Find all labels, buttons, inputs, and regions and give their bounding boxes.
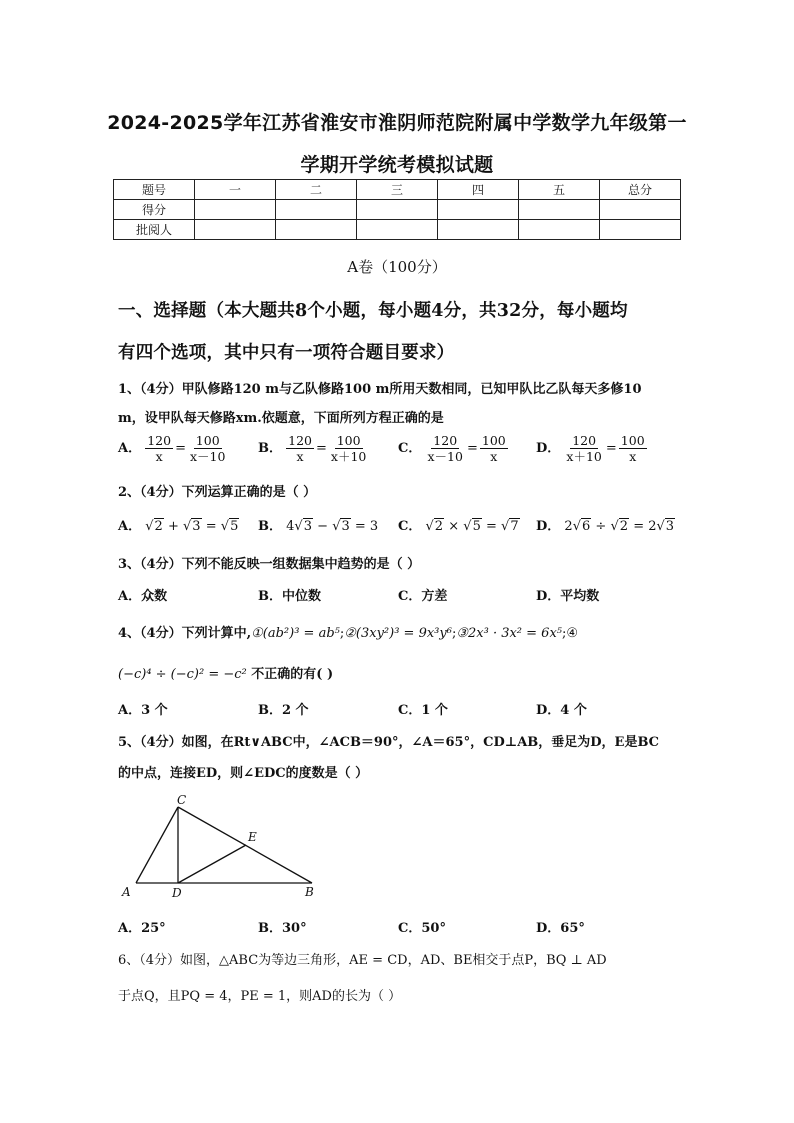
table-header-cell: 总分: [600, 180, 681, 200]
radicand: 5: [472, 519, 481, 534]
section-heading-line-2: 有四个选项，其中只有一项符合题目要求）: [118, 343, 455, 363]
question-6-line-2: 于点Q，且PQ = 4，PE = 1，则AD的长为（ ）: [118, 989, 402, 1004]
q5-option-c: C．50°: [398, 921, 446, 936]
title-line-1: 2024-2025学年江苏省淮安市淮阴师范院附属中学数学九年级第一: [107, 112, 687, 134]
point-label-c: C: [177, 793, 187, 807]
score-cell: [195, 200, 276, 220]
question-2-stem: 2、（4分）下列运算正确的是（ ）: [118, 485, 317, 500]
sqrt-sign: √: [610, 519, 619, 534]
q4-expr-4: (−c)⁴ ÷ (−c)² = −c²: [118, 667, 247, 682]
result: = 3: [354, 519, 379, 534]
fraction: [426, 433, 465, 464]
sqrt-sign: √: [294, 519, 303, 534]
q5-option-a: A．25°: [118, 921, 166, 936]
score-table: [113, 179, 681, 240]
q4-expr-2: ②(3xy²)³ = 9x³y⁶: [344, 626, 452, 641]
numerator: 120: [147, 433, 172, 448]
numerator: 120: [288, 433, 312, 448]
coefficient: 2: [564, 519, 573, 534]
score-table-row: [114, 200, 681, 220]
sqrt-sign: √: [425, 519, 434, 534]
row-label: 批阅人: [114, 220, 195, 240]
fraction: [145, 433, 173, 464]
reviewer-cell: [519, 220, 600, 240]
separator: ;: [339, 626, 345, 641]
numerator: 120: [433, 433, 458, 448]
q4-marker-4: ④: [566, 626, 579, 641]
table-header-cell: 一: [195, 180, 276, 200]
numerator: 100: [195, 433, 220, 448]
q2-option-d: [536, 515, 675, 534]
coefficient: 4: [286, 519, 295, 534]
q5-option-b: B．30°: [258, 921, 307, 936]
part-title: A卷（100分）: [347, 258, 447, 276]
radicand: 7: [510, 519, 519, 534]
sqrt-sign: √: [332, 519, 341, 534]
radicand: 3: [341, 519, 350, 534]
reviewer-cell: [438, 220, 519, 240]
option-label: A．: [118, 441, 142, 456]
q4-option-d: D．4 个: [536, 703, 587, 718]
radicand: 3: [665, 519, 675, 534]
question-6-line-1: 6、（4分）如图，△ABC为等边三角形，AE = CD，AD、BE相交于点P，BQ ⊥ AD: [118, 953, 607, 968]
score-cell: [438, 200, 519, 220]
sqrt-sign: √: [463, 519, 472, 534]
denominator: x＋10: [330, 449, 367, 464]
q2-option-a: [118, 515, 239, 534]
radicand: 2: [434, 519, 444, 534]
score-cell: [357, 200, 438, 220]
equals-sign: =: [605, 441, 617, 456]
equals-sign: =: [466, 441, 478, 456]
option-label: B．: [258, 441, 282, 456]
table-header-cell: 题号: [114, 180, 195, 200]
q3-option-a: A．众数: [118, 589, 168, 604]
point-label-b: B: [305, 885, 314, 899]
q4-expr-3: ③2x³ · 3x² = 6x⁵: [456, 626, 562, 641]
question-4-line-2: [118, 663, 333, 682]
q4-option-b: B．2 个: [258, 703, 309, 718]
denominator: x: [155, 449, 163, 464]
score-cell: [276, 200, 357, 220]
equals-sign: =: [485, 519, 497, 534]
denominator: x－10: [427, 449, 463, 464]
sqrt-sign: √: [220, 519, 230, 534]
q5-option-d: D．65°: [536, 921, 585, 936]
fraction: [286, 433, 314, 464]
fraction: [188, 433, 227, 464]
denominator: x: [490, 449, 498, 464]
equals-sign: =: [205, 519, 217, 534]
table-header-cell: 二: [276, 180, 357, 200]
q4-prefix: 4、（4分）下列计算中,: [118, 626, 252, 641]
numerator: 100: [336, 433, 361, 448]
table-header-cell: 五: [519, 180, 600, 200]
fraction: [329, 433, 368, 464]
sqrt-sign: √: [145, 519, 154, 534]
q3-option-c: C．方差: [398, 589, 448, 604]
question-5-line-1: 5、（4分）如图，在Rt∨ABC中，∠ACB＝90°，∠A＝65°，CD⊥AB，垂足为D，E是BC: [118, 735, 660, 750]
result-coefficient: = 2: [633, 519, 657, 534]
fraction: [480, 433, 508, 464]
q1-option-d: [536, 433, 647, 464]
reviewer-cell: [195, 220, 276, 240]
segment-ac: [136, 807, 178, 883]
reviewer-cell: [600, 220, 681, 240]
radicand: 5: [230, 519, 239, 534]
table-header-cell: 三: [357, 180, 438, 200]
sqrt-sign: √: [572, 519, 581, 534]
numerator: 100: [481, 433, 506, 448]
denominator: x＋10: [566, 449, 602, 464]
denominator: x: [296, 449, 304, 464]
q1-option-a: [118, 433, 227, 464]
point-label-a: A: [122, 885, 131, 899]
option-label: C．: [398, 441, 422, 456]
reviewer-cell: [357, 220, 438, 240]
separator: ;: [562, 626, 567, 641]
operator: ×: [448, 519, 460, 534]
denominator: x: [629, 449, 637, 464]
operator: +: [167, 519, 179, 534]
score-table-row: [114, 220, 681, 240]
fraction: [564, 433, 603, 464]
sqrt-sign: √: [501, 519, 510, 534]
radicand: 6: [582, 519, 591, 534]
q1-option-b: [258, 433, 368, 464]
question-3-stem: 3、（4分）下列不能反映一组数据集中趋势的是（ ）: [118, 557, 421, 572]
radicand: 2: [619, 519, 629, 534]
equals-sign: =: [316, 441, 327, 456]
radicand: 2: [154, 519, 163, 534]
q2-option-b: [258, 515, 378, 534]
sqrt-sign: √: [656, 519, 665, 534]
triangle-figure: [115, 790, 330, 902]
q3-option-b: B．中位数: [258, 589, 321, 604]
operator: −: [317, 519, 329, 534]
option-label: D．: [536, 441, 561, 456]
point-label-d: D: [172, 886, 182, 900]
score-cell: [600, 200, 681, 220]
option-label: D．: [536, 519, 561, 534]
row-label: 得分: [114, 200, 195, 220]
q1-option-c: [398, 433, 508, 464]
radicand: 3: [303, 519, 312, 534]
denominator: x－10: [190, 449, 226, 464]
sqrt-sign: √: [183, 519, 192, 534]
option-label: A．: [118, 519, 142, 534]
operator: ÷: [595, 519, 607, 534]
title-line-2: 学期开学统考模拟试题: [300, 154, 494, 176]
score-table-header-row: [114, 180, 681, 200]
q4-expr-1: ①(ab²)³ = ab⁵: [251, 626, 340, 641]
segment-de: [178, 845, 246, 883]
q2-option-c: [398, 515, 520, 534]
section-heading-line-1: 一、选择题（本大题共8个小题，每小题4分，共32分，每小题均: [118, 301, 628, 321]
q3-option-d: D．平均数: [536, 589, 600, 604]
question-1-line-1: 1、（4分）甲队修路120 m与乙队修路100 m所用天数相同，已知甲队比乙队每天多修10: [118, 382, 642, 397]
separator: ;: [451, 626, 457, 641]
q4-suffix: 不正确的有( ): [246, 667, 334, 682]
q4-option-c: C．1 个: [398, 703, 448, 718]
table-header-cell: 四: [438, 180, 519, 200]
point-label-e: E: [248, 830, 257, 844]
option-label: B．: [258, 519, 282, 534]
question-5-line-2: 的中点，连接ED，则∠EDC的度数是（ ）: [118, 766, 369, 781]
radicand: 3: [192, 519, 201, 534]
question-1-line-2: m，设甲队每天修路xm.依题意，下面所列方程正确的是: [118, 411, 444, 426]
reviewer-cell: [276, 220, 357, 240]
numerator: 120: [572, 433, 597, 448]
numerator: 100: [620, 433, 645, 448]
option-label: C．: [398, 519, 422, 534]
fraction: [619, 433, 647, 464]
q4-option-a: A．3 个: [118, 703, 168, 718]
equals-sign: =: [175, 441, 186, 456]
score-cell: [519, 200, 600, 220]
question-4-line-1: [118, 622, 578, 641]
